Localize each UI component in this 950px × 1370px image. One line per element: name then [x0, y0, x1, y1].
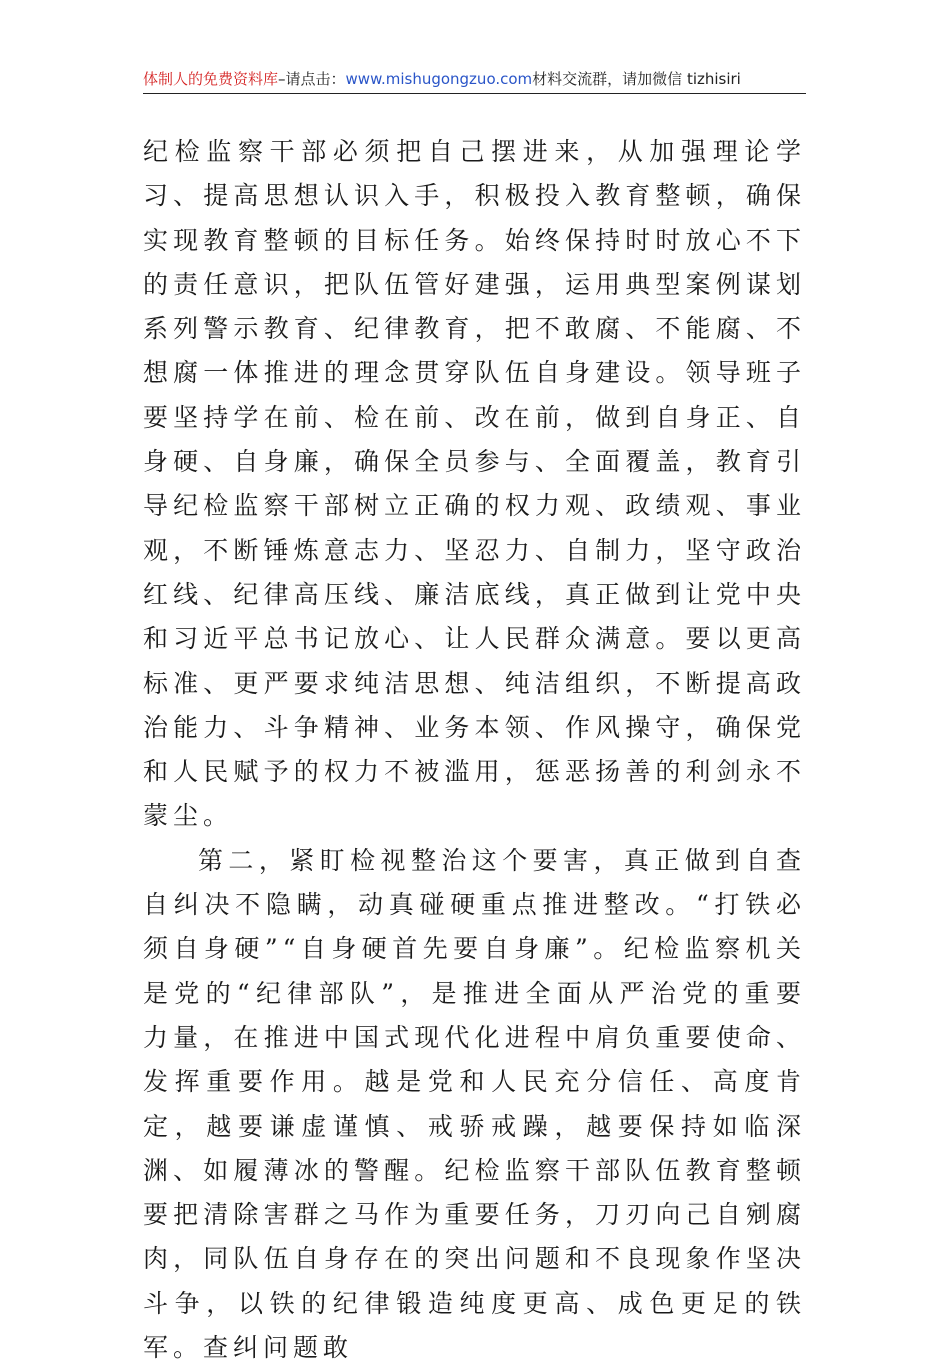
header-contact: 材料交流群，请加微信 tizhisiri: [532, 70, 741, 88]
paragraph-2: 第二，紧盯检视整治这个要害，真正做到自查自纠决不隐瞒，动真碰硬重点推进整改。“打铁必须自身硬”“自身硬首先要自身廉”。纪检监察机关是党的“纪律部队”，是推进全面从严治党的重要力量，在推进中国式现代化进程中肩负重要使命、发挥重要作用。越是党和人民充分信任、高度肯定，越要谦虚谨慎、戒骄戒躁，越要保持如临深渊、如履薄冰的警醒。纪检监察干部队伍教育整顿要把清除害群之马作为重要任务，刀刃向己自剜腐肉，同队伍自身存在的突出问题和不良现象作坚决斗争，以铁的纪律锻造纯度更高、成色更足的铁军。查纠问题敢: [143, 845, 806, 1363]
paragraph-1: 纪检监察干部必须把自己摆进来，从加强理论学习、提高思想认识入手，积极投入教育整顿，确保实现教育整顿的目标任务。始终保持时时放心不下的责任意识，把队伍管好建强，运用典型案例谋划系列警示教育、纪律教育，把不敢腐、不能腐、不想腐一体推进的理念贯穿队伍自身建设。领导班子要坚持学在前、检在前、改在前，做到自身正、自身硬、自身廉，确保全员参与、全面覆盖，教育引导纪检监察干部树立正确的权力观、政绩观、事业观，不断锤炼意志力、坚忍力、自制力，坚守政治红线、纪律高压线、廉洁底线，真正做到让党中央和习近平总书记放心、让人民群众满意。要以更高标准、更严要求纯洁思想、纯洁组织，不断提高政治能力、斗争精神、业务本领、作风操守，确保党和人民赋予的权力不被滥用，惩恶扬善的利剑永不蒙尘。: [143, 137, 806, 831]
page-header: [143, 68, 806, 94]
header-site-name: 体制人的免费资料库: [143, 70, 279, 88]
document-body: [143, 130, 806, 1370]
header-prompt: –请点击：: [278, 70, 346, 88]
header-url-link[interactable]: www.mishugongzuo.com: [345, 70, 533, 88]
